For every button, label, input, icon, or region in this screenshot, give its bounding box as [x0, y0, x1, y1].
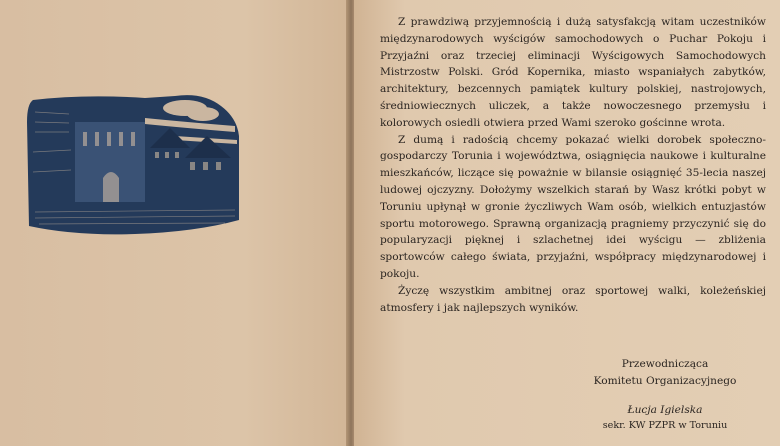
woodcut-illustration	[25, 92, 245, 238]
signature-title	[560, 356, 770, 389]
letter-body	[380, 14, 766, 316]
paragraph-1: Z prawdziwą przyjemnością i dużą satysfakcją witam uczestników międzynarodowych wyścigów samochodowych o Puchar Pokoju i Przyjaźni oraz trzeciej eliminacji Wyścigowych Samochodowych Mistrzostw Polski. Gród Kopernika, miasto wspaniałych zabytków, architektury, bezcennych pamiątek kultury polskiej, nastrojowych, średniowiecznych uliczek, a także nowoczesnego przemysłu i kolorowych osiedli otwiera przed Wami szeroko gościnne wrota.	[380, 16, 766, 129]
signature-role: sekr. KW PZPR w Toruniu	[602, 420, 728, 431]
signature-title-line1: Przewodnicząca	[621, 358, 709, 370]
signature-name: Łucja Igielska	[627, 404, 703, 416]
left-page	[0, 0, 348, 446]
signature-title-line2: Komitetu Organizacyjnego	[593, 374, 737, 387]
paragraph-2: Z dumą i radością chcemy pokazać wielki dorobek społeczno-gospodarczy Torunia i województwa, osiągnięcia naukowe i kulturalne mieszkańców, liczące się poważnie w bilansie osiągnięć 35-lecia naszej ludowej ojczyzny. Dołożymy wszelkich starań by Wasz krótki pobyt w Toruniu upłynął w gronie życzliwych Wam osób, wielkich entuzjastów sportu motorowego. Sprawną organizacją pragniemy przyczynić się do popularyzacji pięknej i szlachetnej idei wyścigu — zbliżenia sportowców całego świata, przyjaźni, współpracy międzynarodowej i pokoju.	[380, 133, 766, 280]
paragraph-3: Życzę wszystkim ambitnej oraz sportowej walki, koleżeńskiej atmosfery i jak najlepszych wyników.	[380, 284, 766, 314]
